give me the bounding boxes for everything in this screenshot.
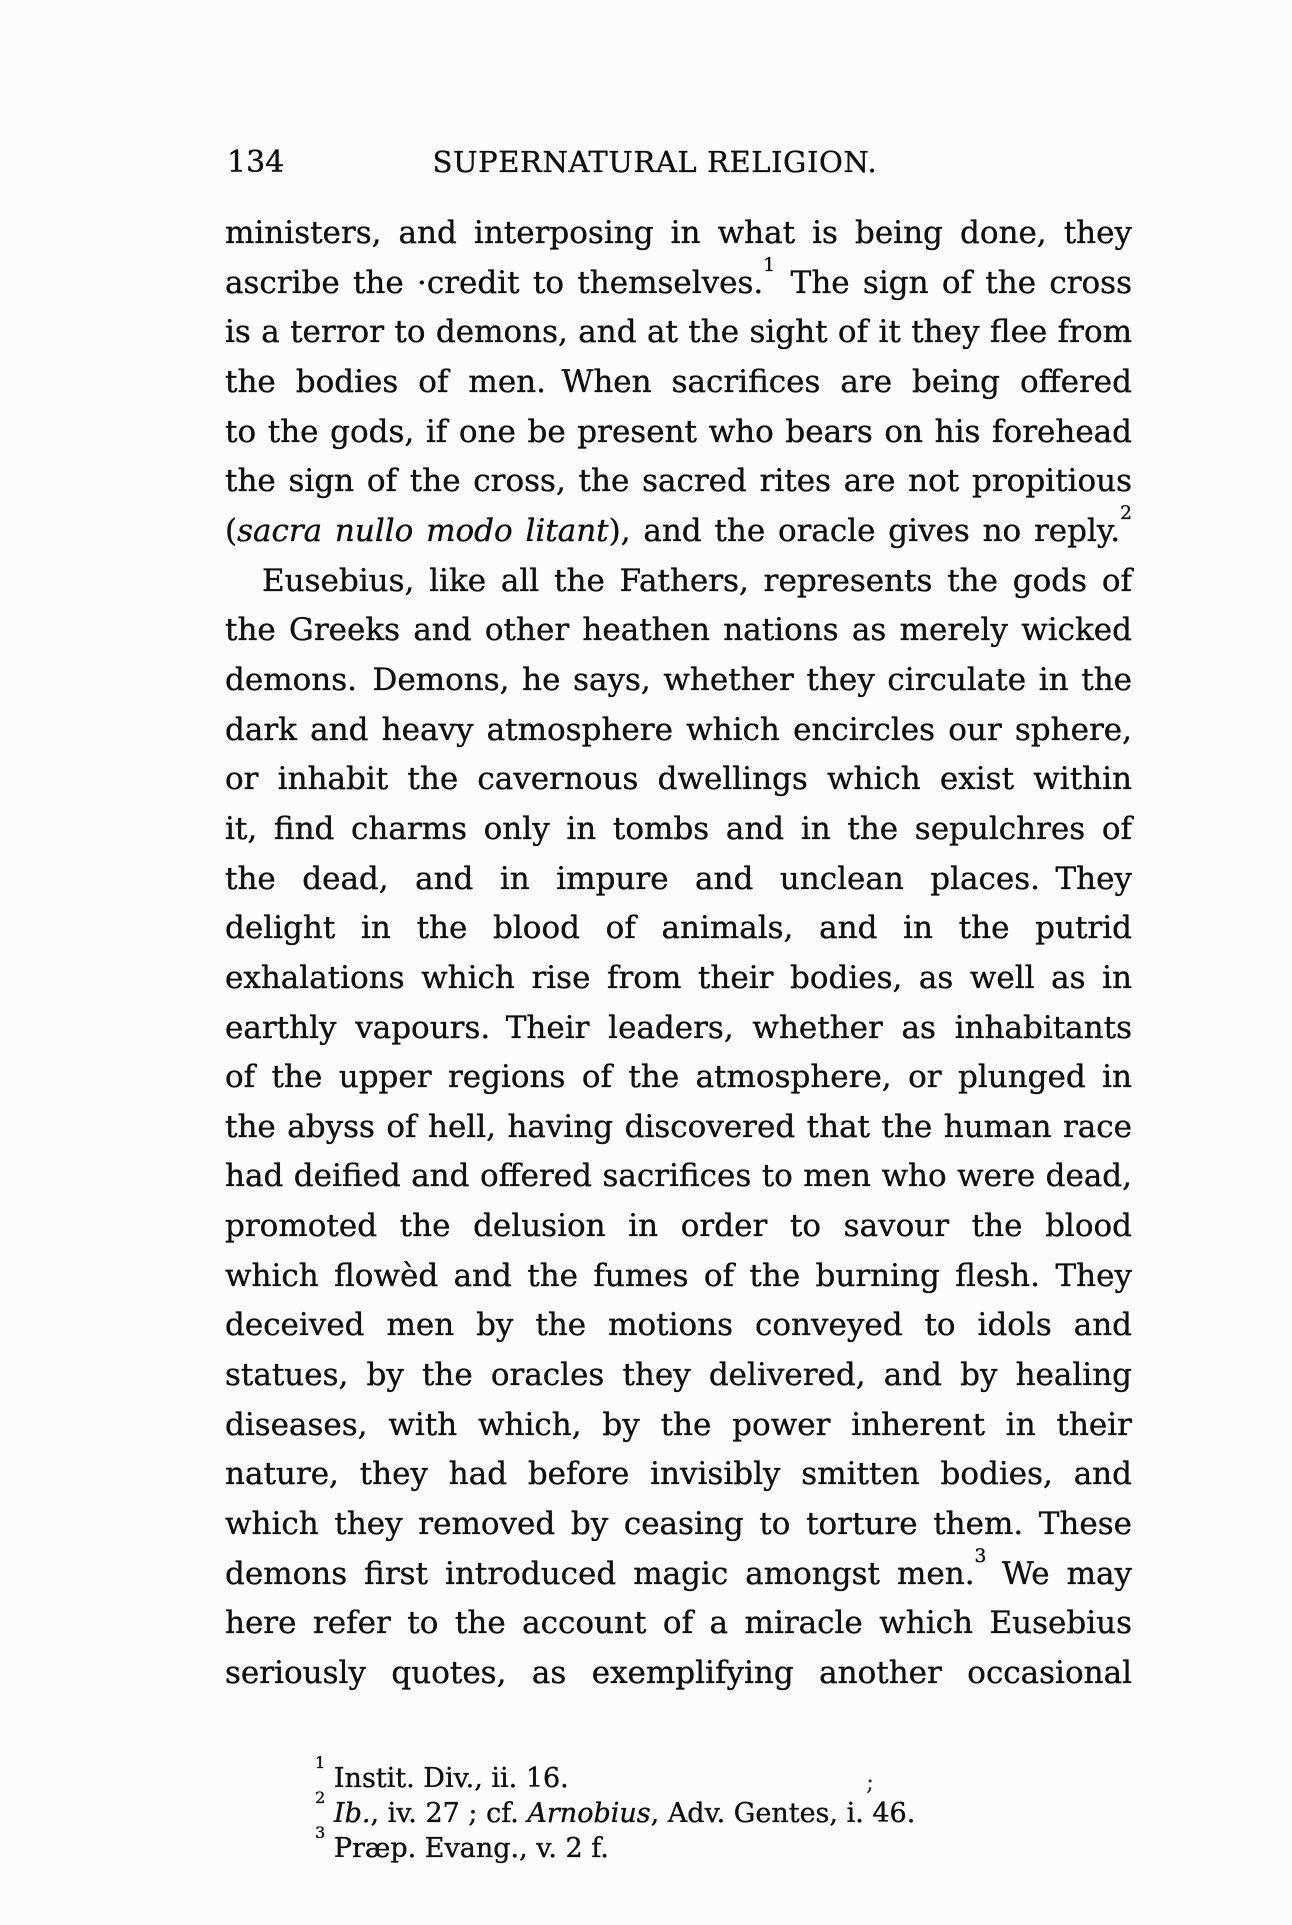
text-line: promoted the delusion in order to savour the blood — [225, 1208, 1132, 1245]
text-line: here refer to the account of a miracle which Eusebius — [225, 1605, 1132, 1642]
text-line: earthly vapours. Their leaders, whether as inhabitants — [225, 1009, 1132, 1046]
footnote-ref: 3 — [315, 1823, 326, 1843]
footnote-ref: 2 — [315, 1788, 326, 1808]
text-line: is a terror to demons, and at the sight of it they flee from — [225, 314, 1132, 351]
text-line: the sign of the cross, the sacred rites are not propitious — [225, 463, 1132, 500]
text-line: which flowèd and the fumes of the burning flesh. They — [225, 1257, 1132, 1294]
text-line: delight in the blood of animals, and in the putrid — [225, 910, 1132, 947]
italic-text: Arnobius — [527, 1798, 651, 1829]
italic-text: sacra nullo modo litant — [237, 512, 609, 549]
footnote-ref: 1 — [315, 1753, 326, 1773]
footnote-ref: 3 — [974, 1546, 987, 1568]
footnote-line: $^2$ Ib., iv. 27 ; cf. Arnobius, Adv. Gentes, i. 46. — [315, 1788, 916, 1829]
footnote-line: $^1$ Instit. Div., ii. 16. — [315, 1753, 569, 1794]
text-line: deceived men by the motions conveyed to idols and — [225, 1307, 1132, 1344]
text-line: the Greeks and other heathen nations as merely wicked — [225, 612, 1132, 649]
text-line: exhalations which rise from their bodies, as well as in — [225, 959, 1132, 996]
text-line: to the gods, if one be present who bears on his forehead — [225, 413, 1132, 450]
text-line: the dead, and in impure and unclean places. They — [225, 860, 1132, 897]
text-line: it, find charms only in tombs and in the sepulchres of — [225, 810, 1132, 847]
text-line: ascribe the ·credit to themselves.$^1$ The sign of the cross — [225, 255, 1132, 301]
footnotes — [315, 1753, 1135, 1866]
footnote-ref: 1 — [763, 255, 776, 277]
text-line: diseases, with which, by the power inherent in their — [225, 1406, 1132, 1443]
text-line: had deified and offered sacrifices to men who were dead, — [225, 1158, 1132, 1195]
body-text — [225, 209, 1132, 1699]
footnote-line: $^3$ Præp. Evang., v. 2 f. — [315, 1823, 609, 1864]
text-line: demons. Demons, he says, whether they circulate in the — [225, 661, 1132, 698]
text-line: or inhabit the cavernous dwellings which exist within — [225, 761, 1132, 798]
italic-text: Ib. — [333, 1798, 371, 1829]
text-line: (sacra nullo modo litant), and the oracle gives no reply.$^2$ — [225, 503, 1132, 549]
footnote-ref: 2 — [1120, 503, 1132, 525]
text-line: the abyss of hell, having discovered that the human race — [225, 1108, 1132, 1145]
text-line: dark and heavy atmosphere which encircles our sphere, — [225, 711, 1132, 748]
page-number: 134 — [227, 145, 285, 180]
stray-ink-mark: ; — [866, 1768, 875, 1796]
running-title: SUPERNATURAL RELIGION. — [432, 145, 878, 179]
text-line: nature, they had before invisibly smitten bodies, and — [225, 1456, 1132, 1493]
text-line: Eusebius, like all the Fathers, represents the gods of — [262, 562, 1132, 599]
text-line: which they removed by ceasing to torture them. These — [225, 1506, 1132, 1543]
text-line: seriously quotes, as exemplifying another occasional — [225, 1655, 1132, 1692]
text-line: of the upper regions of the atmosphere, or plunged in — [225, 1059, 1132, 1096]
text-line: demons first introduced magic amongst men.$^3$ We may — [225, 1546, 1132, 1592]
text-line: statues, by the oracles they delivered, and by healing — [225, 1357, 1132, 1394]
text-line: ministers, and interposing in what is being done, they — [225, 215, 1132, 251]
text-line: the bodies of men. When sacrifices are being offered — [225, 363, 1132, 400]
